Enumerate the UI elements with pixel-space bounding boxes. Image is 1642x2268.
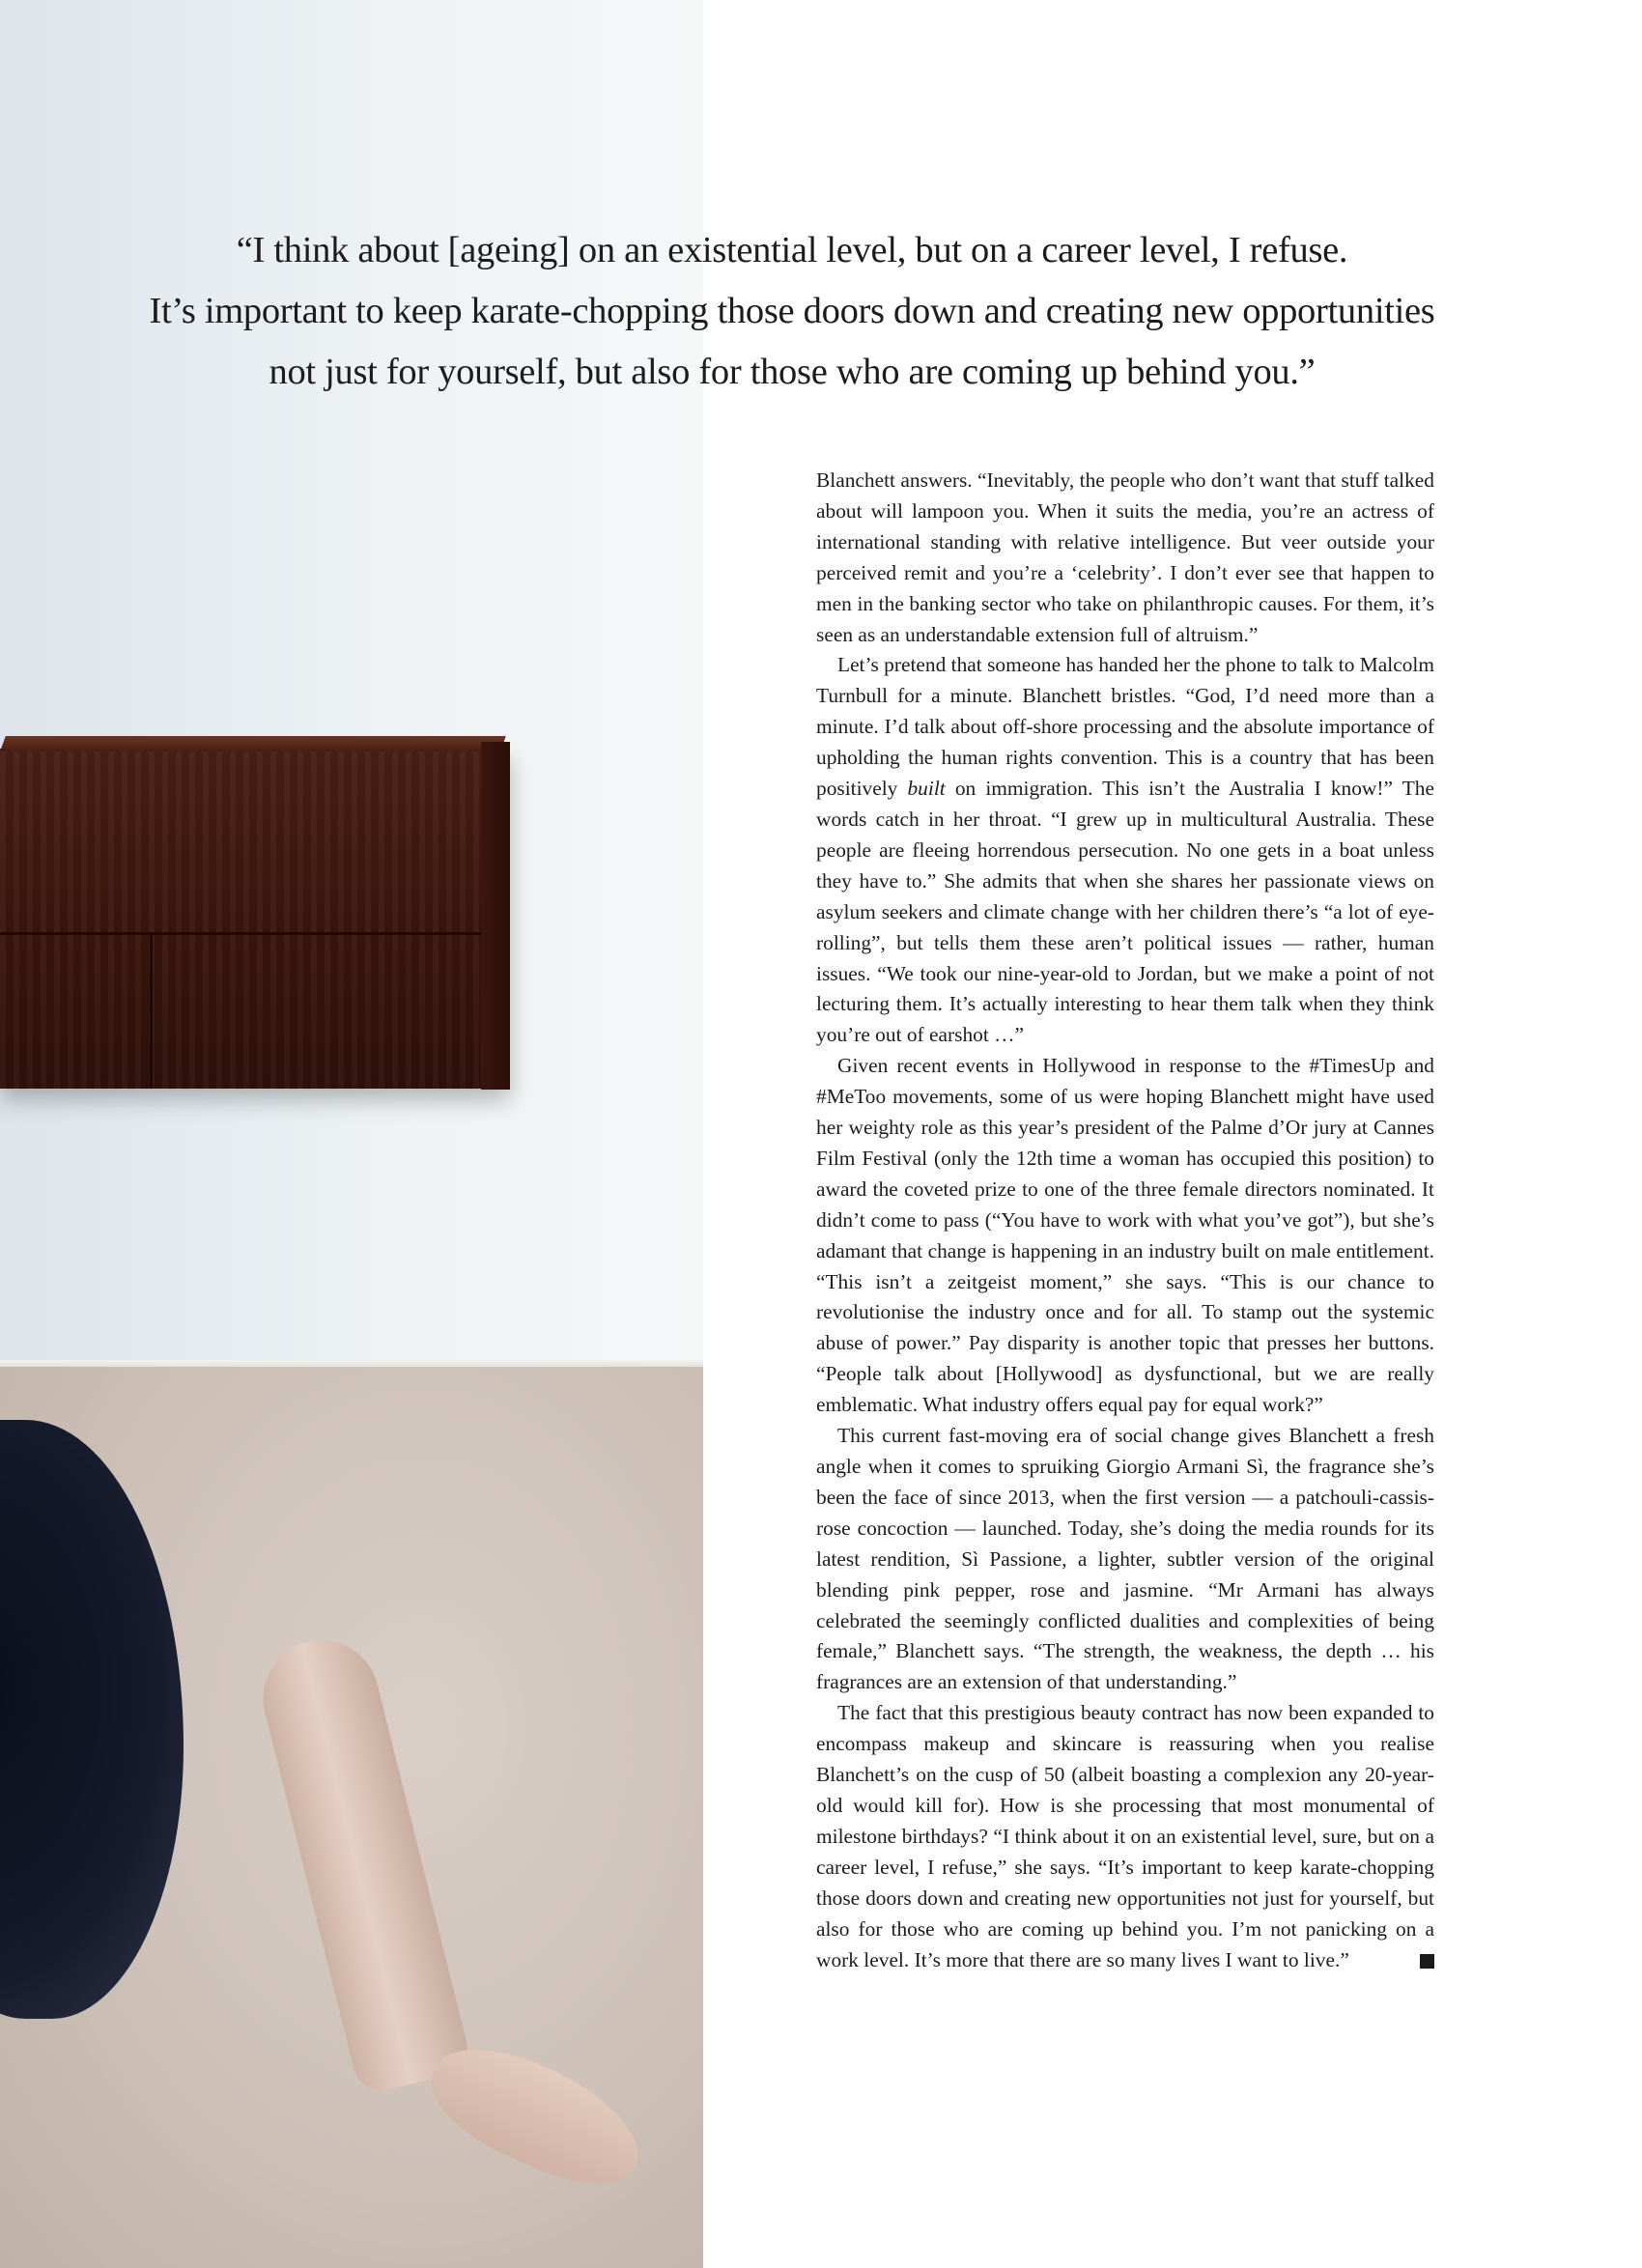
emphasis-built: built (907, 777, 946, 801)
article-paragraph-5 (816, 1698, 1434, 1975)
article-body (816, 466, 1434, 1975)
pull-quote (87, 220, 1497, 403)
paragraph-2-text-after: on immigration. This isn’t the Australia I know!” The words catch in her throat. “I grew up in multicultural Australia. These people are fleeing horrendous persecution. No one gets in a boat unless they have to.” She admits that when she shares her passionate views on asylum seekers and climate change with her children there’s “a lot of eye-rolling”, but tells them these aren’t political issues — rather, human issues. “We took our nine-year-old to Jordan, but we make a point of not lecturing them. It’s actually interesting to hear them talk when they think you’re out of earshot …” (816, 777, 1434, 1047)
pull-quote-line-2: It’s important to keep karate-chopping those doors down and creating new opportunities (149, 291, 1435, 331)
article-paragraph-2 (816, 650, 1434, 1051)
photo-wall (0, 0, 703, 1372)
cabinet-side (481, 742, 510, 1090)
article-paragraph-4: This current fast-moving era of social change gives Blanchett a fresh angle when it comes to spruiking Giorgio Armani Sì, the fragrance she’s been the face of since 2013, when the first version — a patchouli-cassis-rose concoction — launched. Today, she’s doing the media rounds for its latest rendition, Sì Passione, a lighter, subtler version of the original blending pink pepper, rose and jasmine. “Mr Armani has always celebrated the seemingly conflicted dualities and complexities of being female,” Blanchett says. “The strength, the weakness, the depth … his fragrances are an extension of that understanding.” (816, 1424, 1434, 1694)
paragraph-5-text: The fact that this prestigious beauty contract has now been expanded to encompass makeup and skincare is reassuring when you realise Blanchett’s on the cusp of 50 (albeit boasting a complexion any 20-year-old would kill for). How is she processing that most monumental of milestone birthdays? “I think about it on an existential level, sure, but on a career level, I refuse,” she says. “It’s important to keep karate-chopping those doors down and creating new opportunities not just for yourself, but also for those who are coming up behind you. I’m not panicking on a work level. It’s more that there are so many lives I want to live.” (816, 1701, 1434, 1971)
end-of-article-mark (1420, 1954, 1434, 1969)
cabinet-grain (0, 751, 481, 1089)
pull-quote-line-1: “I think about [ageing] on an existential level, but on a career level, I refuse. (236, 230, 1348, 270)
article-paragraph-1: Blanchett answers. “Inevitably, the people who don’t want that stuff talked about will lampoon you. When it suits the media, you’re an actress of international standing with relative intelligence. But veer outside your perceived remit and you’re a ‘celebrity’. I don’t ever see that happen to men in the banking sector who take on philanthropic causes. For them, it’s seen as an understandable extension full of altruism.” (816, 468, 1434, 646)
cabinet-seam-vertical (150, 935, 153, 1089)
article-paragraph-3: Given recent events in Hollywood in response to the #TimesUp and #MeToo movements, some of us were hoping Blanchett might have used her weighty role as this year’s president of the Palme d’Or jury at Cannes Film Festival (only the 12th time a woman has occupied this position) to award the coveted prize to one of the three female directors nominated. It didn’t come to pass (“You have to work with what you’ve got”), but she’s adamant that change is happening in an industry built on male entitlement. “This isn’t a zeitgeist moment,” she says. “This is our chance to revolutionise the industry once and for all. To stamp out the systemic abuse of power.” Pay disparity is another topic that presses her buttons. “People talk about [Hollywood] as dysfunctional, but we are really emblematic. What industry offers equal pay for equal work?” (816, 1054, 1434, 1417)
pull-quote-line-3: not just for yourself, but also for those who are coming up behind you.” (269, 352, 1316, 392)
paragraph-2-text-before: Let’s pretend that someone has handed her the phone to talk to Malcolm Turnbull for a minute. Blanchett bristles. “God, I’d need more than a minute. I’d talk about off-shore processing and the absolute importance of upholding the human rights convention. This is a country that has been positively (816, 653, 1434, 801)
cabinet-seam-horizontal (0, 932, 481, 935)
